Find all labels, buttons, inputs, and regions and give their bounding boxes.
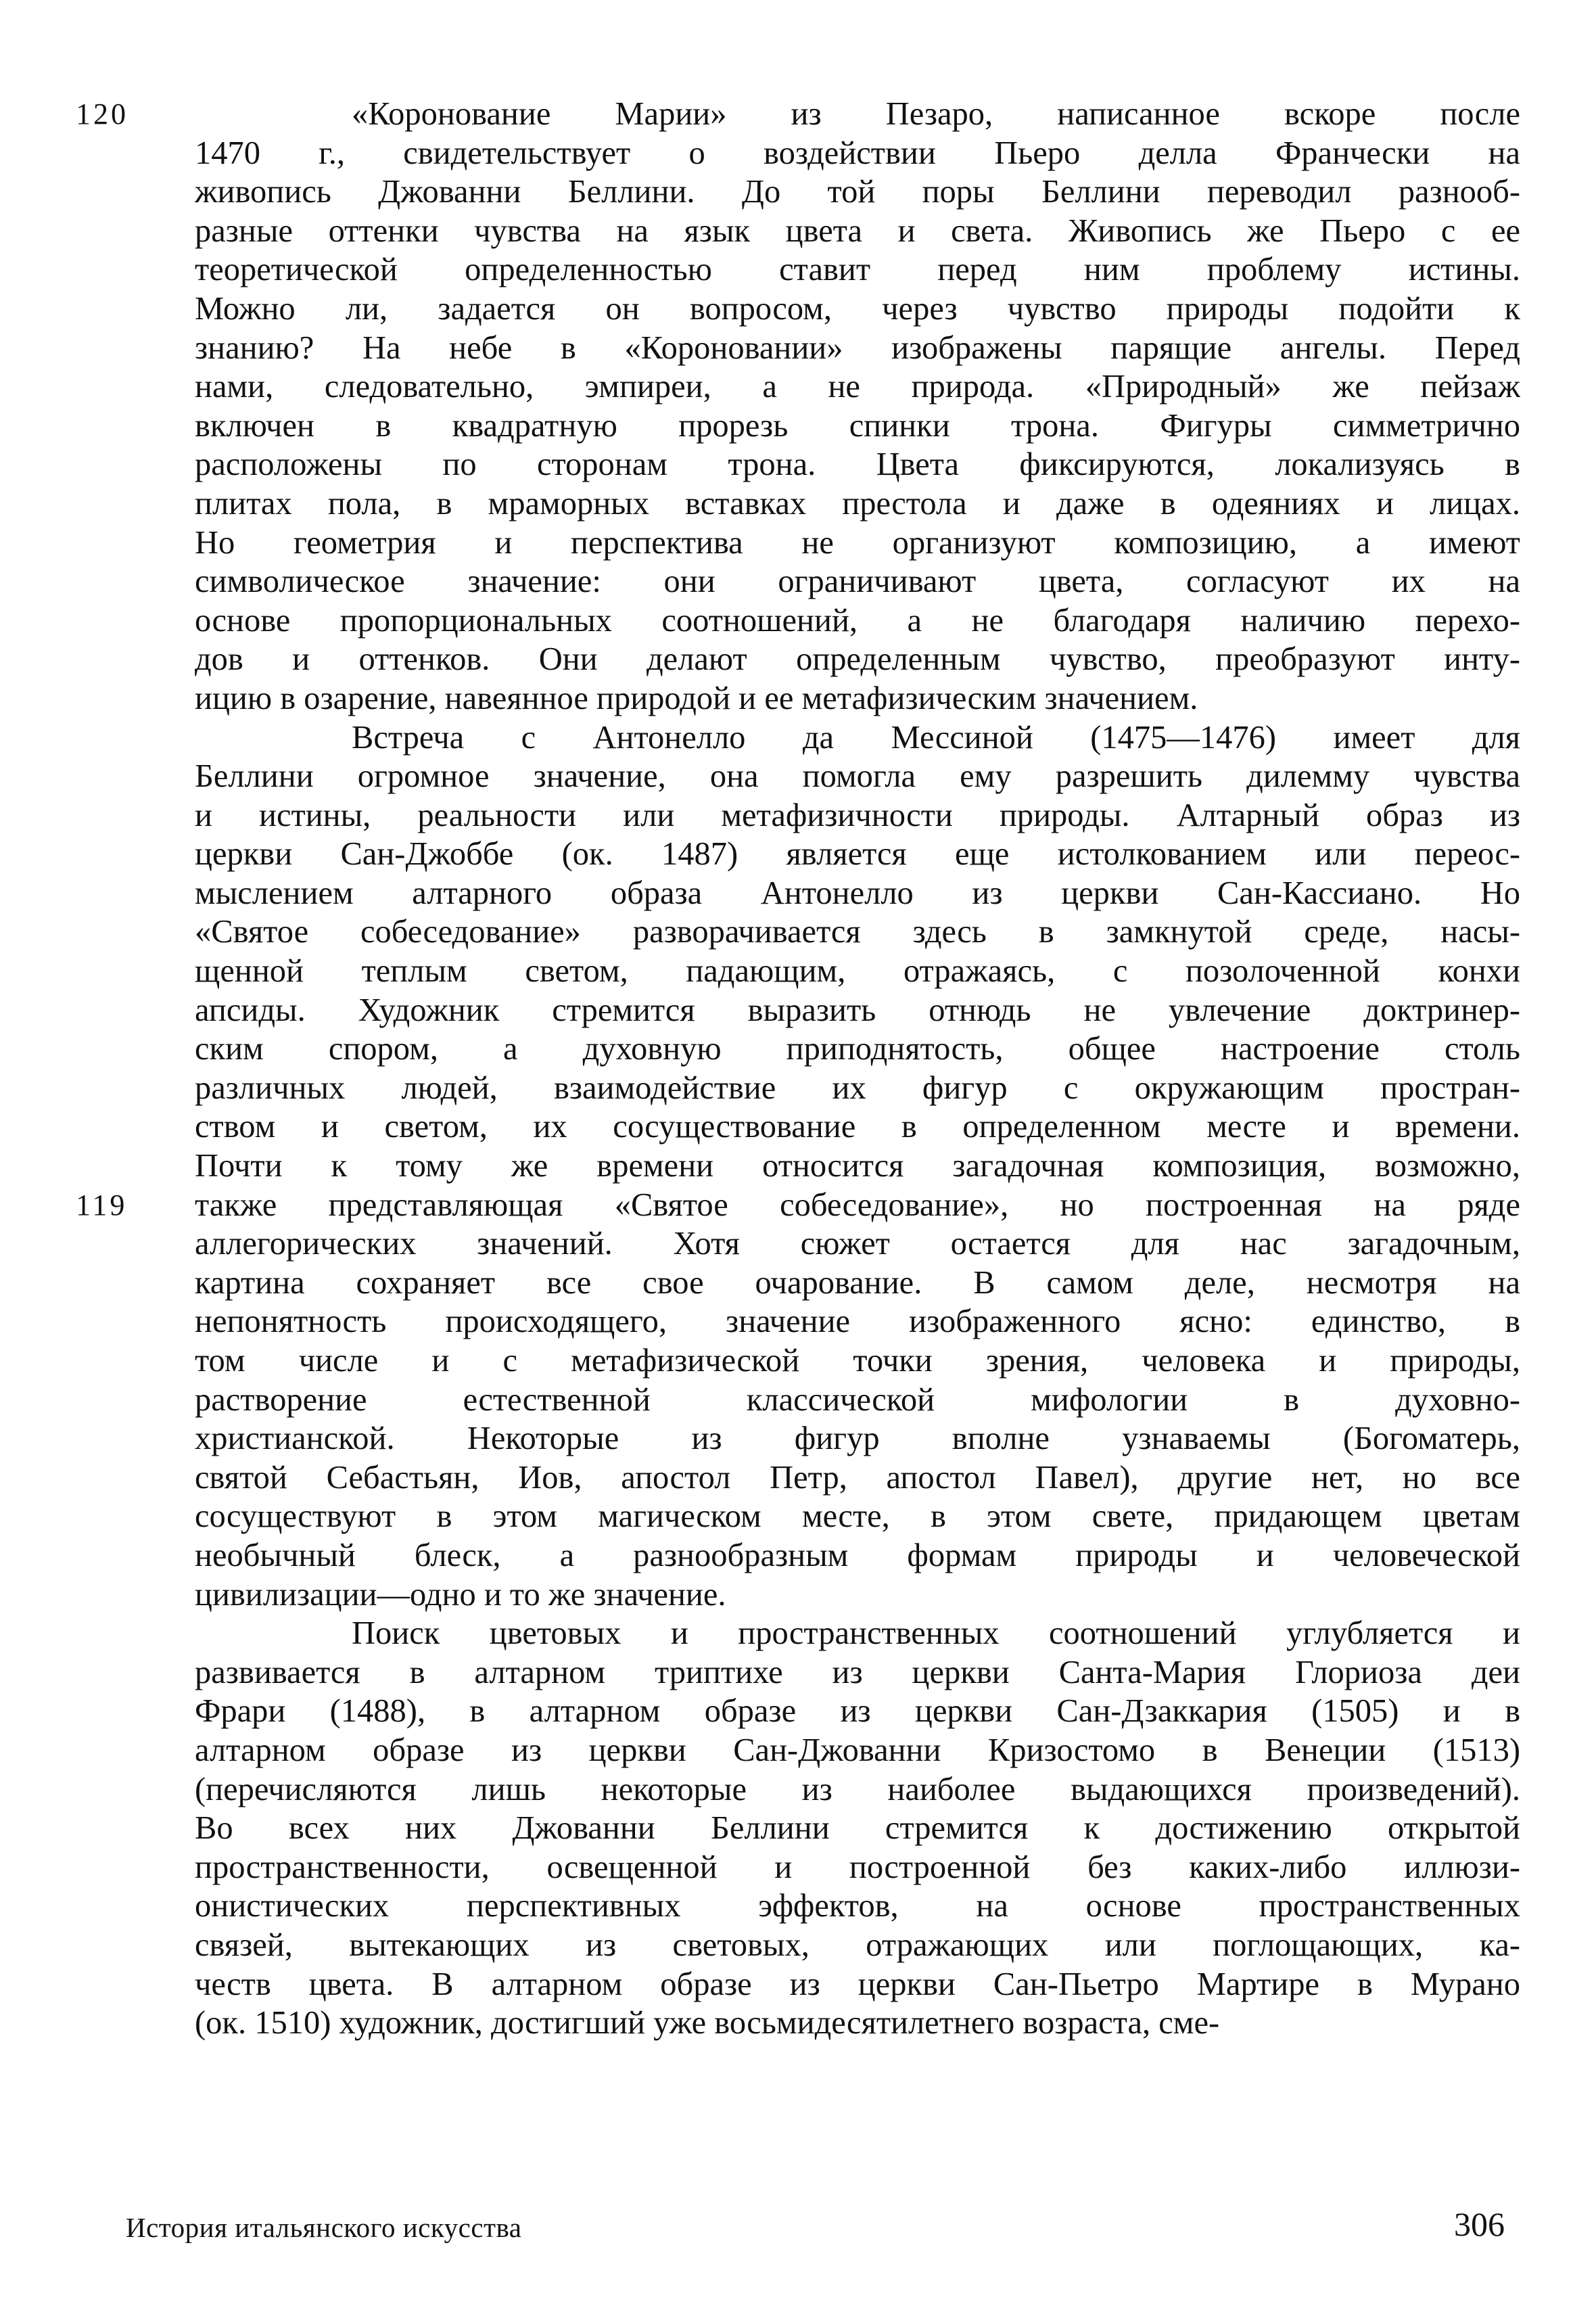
- text-line: включен в квадратную прорезь спинки трона. Фигуры симметрично: [195, 407, 1520, 444]
- text-line: Беллини огромное значение, она помогла ему разрешить дилемму чувства: [195, 758, 1520, 795]
- margin-illustration-ref-120: 120: [76, 97, 128, 131]
- text-line: нами, следовательно, эмпиреи, а не природа. «Природный» же пейзаж: [195, 369, 1520, 405]
- paragraph: [195, 1614, 1520, 2043]
- text-line: «Коронование Марии» из Пезаро, написанное вскоре после: [352, 96, 1520, 132]
- body-text: [195, 95, 1520, 2043]
- paragraph: [195, 718, 1520, 1615]
- text-line: и истины, реальности или метафизичности природы. Алтарный образ из: [195, 797, 1520, 833]
- text-line: непонятность происходящего, значение изображенного ясно: единство, в: [195, 1303, 1520, 1340]
- running-footer-title: История итальянского искусства: [126, 2212, 522, 2243]
- text-line: Поиск цветовых и пространственных соотношений углубляется и: [352, 1615, 1520, 1652]
- text-line: дов и оттенков. Они делают определенным чувство, преобразуют инту-: [195, 641, 1520, 678]
- text-line: связей, вытекающих из световых, отражающих или поглощающих, ка-: [195, 1926, 1520, 1963]
- text-line: растворение естественной классической мифологии в духовно-: [195, 1381, 1520, 1418]
- text-line: 1470 г., свидетельствует о воздействии Пьеро делла Франчески на: [195, 135, 1520, 171]
- text-line: мыслением алтарного образа Антонелло из церкви Сан-Кассиано. Но: [195, 875, 1520, 911]
- text-line: честв цвета. В алтарном образе из церкви Сан-Пьетро Мартире в Мурано: [195, 1966, 1520, 2002]
- text-line: (перечисляются лишь некоторые из наиболее выдающихся произведений).: [195, 1771, 1520, 1807]
- text-line: святой Себастьян, Иов, апостол Петр, апостол Павел), другие нет, но все: [195, 1459, 1520, 1496]
- text-line: «Святое собеседование» разворачивается здесь в замкнутой среде, насы-: [195, 914, 1520, 950]
- text-line: ством и светом, их сосуществование в определенном месте и времени.: [195, 1109, 1520, 1145]
- text-line: ским спором, а духовную приподнятость, общее настроение столь: [195, 1031, 1520, 1067]
- text-line: разные оттенки чувства на язык цвета и света. Живопись же Пьеро с ее: [195, 212, 1520, 249]
- text-line: Встреча с Антонелло да Мессиной (1475—1476) имеет для: [352, 719, 1520, 756]
- text-line: (ок. 1510) художник, достигший уже восьмидесятилетнего возраста, сме-: [195, 2005, 1220, 2041]
- text-line: плитах пола, в мраморных вставках престола и даже в одеяниях и лицах.: [195, 485, 1520, 522]
- text-line: христианской. Некоторые из фигур вполне узнаваемы (Богоматерь,: [195, 1421, 1520, 1457]
- text-line: развивается в алтарном триптихе из церкви Санта-Мария Глориоза деи: [195, 1654, 1520, 1690]
- text-line: Можно ли, задается он вопросом, через чувство природы подойти к: [195, 290, 1520, 327]
- text-line: также представляющая «Святое собеседование», но построенная на ряде: [195, 1186, 1520, 1223]
- text-line: Во всех них Джованни Беллини стремится к достижению открытой: [195, 1810, 1520, 1847]
- text-line: символическое значение: они ограничивают цвета, согласуют их на: [195, 563, 1520, 600]
- text-line: теоретической определенностью ставит перед ним проблему истины.: [195, 252, 1520, 288]
- text-line: Но геометрия и перспектива не организуют композицию, а имеют: [195, 524, 1520, 561]
- text-line: том числе и с метафизической точки зрения, человека и природы,: [195, 1343, 1520, 1379]
- text-line: различных людей, взаимодействие их фигур с окружающим простран-: [195, 1069, 1520, 1106]
- text-line: цивилизации—одно и то же значение.: [195, 1576, 726, 1613]
- page-number: 306: [1454, 2205, 1505, 2243]
- text-line: щенной теплым светом, падающим, отражаясь, с позолоченной конхи: [195, 953, 1520, 990]
- text-line: необычный блеск, а разнообразным формам природы и человеческой: [195, 1537, 1520, 1573]
- text-line: алтарном образе из церкви Сан-Джованни Кризостомо в Венеции (1513): [195, 1732, 1520, 1768]
- text-line: сосуществуют в этом магическом месте, в этом свете, придающем цветам: [195, 1498, 1520, 1535]
- text-line: пространственности, освещенной и построенной без каких-либо иллюзи-: [195, 1849, 1520, 1885]
- text-line: онистических перспективных эффектов, на основе пространственных: [195, 1888, 1520, 1924]
- text-line: картина сохраняет все свое очарование. В самом деле, несмотря на: [195, 1264, 1520, 1301]
- text-line: Фрари (1488), в алтарном образе из церкви Сан-Дзаккария (1505) и в: [195, 1693, 1520, 1730]
- text-line: аллегорических значений. Хотя сюжет остается для нас загадочным,: [195, 1226, 1520, 1262]
- text-line: апсиды. Художник стремится выразить отнюдь не увлечение доктринер-: [195, 992, 1520, 1028]
- text-line: основе пропорциональных соотношений, а не благодаря наличию перехо-: [195, 602, 1520, 639]
- text-line: церкви Сан-Джоббе (ок. 1487) является еще истолкованием или переос-: [195, 836, 1520, 873]
- margin-illustration-ref-119: 119: [76, 1188, 128, 1222]
- text-line: знанию? На небе в «Короновании» изображены парящие ангелы. Перед: [195, 329, 1520, 366]
- text-line: ицию в озарение, навеянное природой и ее метафизическим значением.: [195, 680, 1198, 716]
- paragraph: [195, 95, 1520, 718]
- text-line: Почти к тому же времени относится загадочная композиция, возможно,: [195, 1148, 1520, 1184]
- text-line: живопись Джованни Беллини. До той поры Беллини переводил разнооб-: [195, 174, 1520, 210]
- text-line: расположены по сторонам трона. Цвета фиксируются, локализуясь в: [195, 446, 1520, 483]
